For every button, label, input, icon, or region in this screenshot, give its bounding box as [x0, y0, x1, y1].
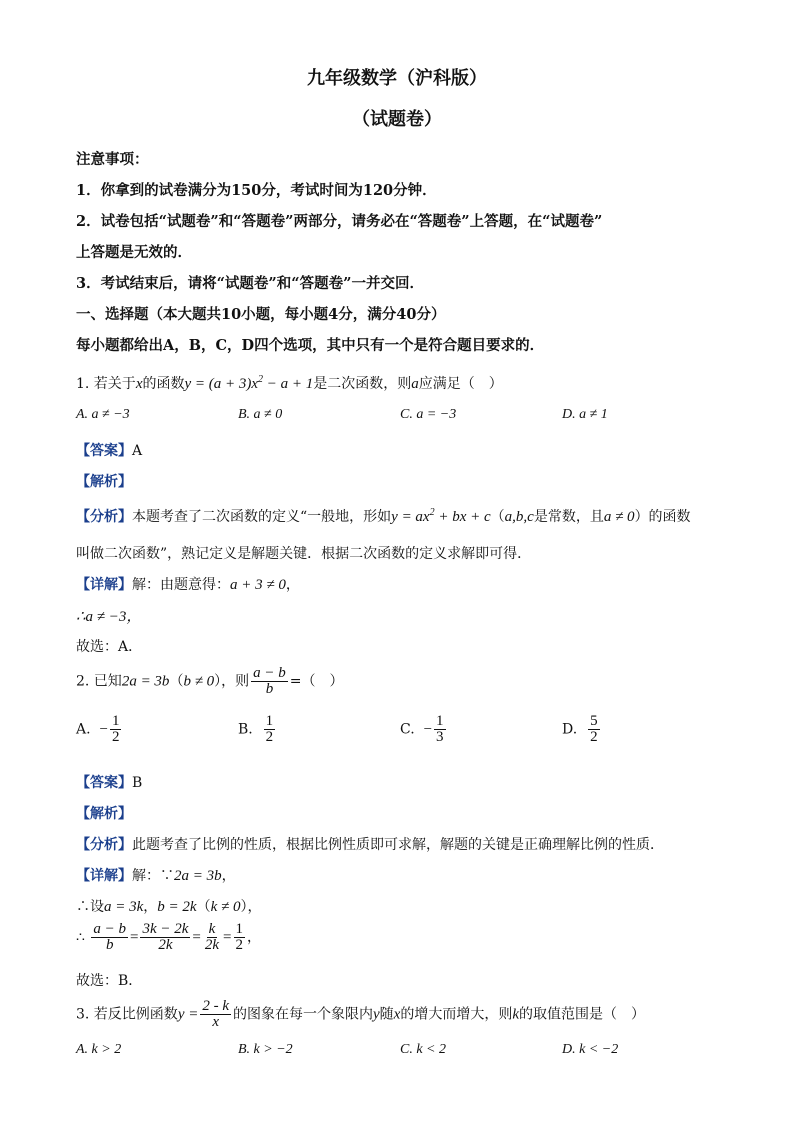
q2-condition-2: b ≠ 0 — [183, 673, 215, 690]
q3-option-a: A. k > 2 — [76, 1042, 122, 1057]
notes-heading: 注意事项： — [76, 151, 149, 168]
q2-step2-fraction-2: $\frac{3k - 2k}{2k}$ — [142, 921, 189, 953]
q1-option-b: B. a ≠ 0 — [238, 407, 283, 422]
q2-option-c: C. − $\frac{1}{3}$ — [400, 713, 444, 745]
q3-text-3: 随 — [379, 1006, 394, 1023]
q2-step2-equals-2: = — [192, 929, 201, 946]
q2-analysis-text: 此题考查了比例的性质，根据比例性质即可求解，解题的关键是正确理解比例的性质． — [132, 837, 664, 853]
q1-analysis-tag: 【分析】 — [76, 509, 132, 525]
q2-step2-fraction-4: $\frac{1}{2}$ — [235, 921, 244, 953]
q2-explain-tag: 【解析】 — [76, 806, 132, 822]
page-title: 九年级数学（沪科版） — [307, 68, 487, 89]
q2-step1-text-3: （ — [196, 899, 211, 915]
q3-option-d: D. k < −2 — [562, 1042, 619, 1057]
q1-text-3: 是二次函数，则 — [313, 376, 412, 392]
q1-text-4: 应满足（ ） — [418, 376, 503, 392]
q1-step: ∴a ≠ −3， — [76, 609, 142, 625]
q1-analysis-abc: a,b,c — [504, 509, 534, 525]
notes-item-3: 3．考试结束后，请将“试题卷”和“答题卷”一并交回． — [76, 275, 424, 292]
q2-choice: 故选：B． — [76, 973, 143, 989]
q2-step1-text-1: ∴设 — [76, 899, 104, 915]
q1-option-d: D. a ≠ 1 — [562, 407, 608, 422]
section-1-heading: 一、选择题（本大题共10小题，每小题4分，满分40分） — [76, 306, 446, 323]
question-2-stem — [76, 666, 344, 697]
q2-detail-tag: 【详解】 — [76, 868, 132, 884]
q2-condition-1: 2a = 3b — [121, 673, 170, 690]
q2-step2-equals-3: = — [223, 929, 232, 946]
q3-option-b: B. k > −2 — [238, 1042, 293, 1057]
q2-step2-fraction-3: $\frac{k}{2k}$ — [204, 921, 220, 953]
q2-step1-formula-1: a = 3k — [104, 899, 144, 915]
notes-item-2-line-2: 上答题是无效的． — [76, 244, 192, 261]
notes-item-1: 1．你拿到的试卷满分为150分，考试时间为120分钟． — [76, 182, 437, 199]
q2-text-2: （ — [169, 673, 184, 690]
q2-step2-fraction-1: $\frac{a - b}{b}$ — [93, 921, 126, 953]
q2-text-1: 2. 已知 — [76, 673, 122, 690]
q2-step1-formula-3: k ≠ 0 — [210, 899, 241, 915]
q1-answer-value: A — [132, 443, 143, 459]
q1-analysis-text-3: 是常数，且 — [533, 509, 604, 525]
question-1-stem — [76, 373, 503, 393]
q3-var-k: k — [512, 1006, 520, 1023]
q2-detail-text: 解：∵ — [132, 868, 174, 884]
q1-analysis-condition: a ≠ 0 — [603, 509, 635, 525]
q1-detail — [76, 574, 300, 594]
q3-var-y: y — [373, 1006, 380, 1023]
q1-analysis-text-1: 本题考查了二次函数的定义“一般地，形如 — [132, 509, 392, 525]
q3-y-equals: y = — [177, 1006, 199, 1023]
q1-var-a: a — [411, 376, 419, 392]
q2-step1-text-4: ）， — [240, 899, 262, 915]
q2-analysis-tag: 【分析】 — [76, 837, 132, 853]
q1-analysis-text-4: ）的函数 — [634, 509, 691, 525]
q1-analysis-line-1 — [76, 506, 691, 526]
q3-text-1: 3. 若反比例函数 — [76, 1006, 178, 1023]
q3-option-c: C. k < 2 — [400, 1042, 446, 1057]
q1-detail-text: 解：由题意得： — [132, 577, 230, 593]
q1-choice: 故选：A． — [76, 639, 143, 655]
q3-text-5: 的取值范围是（ ） — [519, 1006, 646, 1023]
q1-answer-tag: 【答案】 — [76, 443, 132, 459]
q3-var-x: x — [393, 1006, 401, 1023]
q1-option-c: C. a = −3 — [400, 407, 457, 422]
q1-explain-tag: 【解析】 — [76, 474, 132, 490]
q1-text-2: 的函数 — [142, 376, 185, 392]
q2-detail-comma: ， — [221, 868, 236, 884]
q2-detail-formula: 2a = 3b — [174, 868, 222, 884]
q1-formula: $y = (a + 3)x^2 - a + 1$ — [184, 374, 314, 392]
q2-step-2 — [76, 922, 261, 953]
q2-step1-text-2: ， — [143, 899, 158, 915]
q2-text-4: =（ ） — [289, 673, 344, 690]
q2-text-3: ），则 — [214, 673, 250, 690]
q2-fraction: $\frac{a - b}{b}$ — [253, 665, 286, 697]
q1-text-1: 1. 若关于 — [76, 376, 136, 392]
q2-step2-therefore: ∴ — [76, 929, 85, 946]
q3-fraction: $\frac{2 - k}{x}$ — [202, 998, 229, 1030]
q2-detail — [76, 865, 236, 885]
q2-answer-tag: 【答案】 — [76, 775, 132, 791]
notes-item-2-line-1: 2．试卷包括“试题卷”和“答题卷”两部分，请务必在“答题卷”上答题，在“试题卷” — [76, 213, 603, 230]
q2-option-a: A. − $\frac{1}{2}$ — [76, 713, 120, 745]
q1-analysis-line-2: 叫做二次函数”，熟记定义是解题关键．根据二次函数的定义求解即可得． — [76, 546, 532, 562]
question-3-stem — [76, 999, 645, 1030]
q1-analysis-text-2: （ — [490, 509, 505, 525]
q2-step-1 — [76, 896, 261, 916]
q1-detail-comma: ， — [285, 577, 300, 593]
section-1-instruction: 每小题都给出A，B，C，D四个选项，其中只有一个是符合题目要求的． — [76, 337, 545, 354]
q2-option-d: D. $\frac{5}{2}$ — [562, 713, 598, 745]
q1-option-a: A. a ≠ −3 — [76, 407, 130, 422]
q2-analysis — [76, 834, 664, 854]
q1-var-x: x — [135, 376, 143, 392]
q3-text-2: 的图象在每一个象限内 — [233, 1006, 373, 1023]
q2-step1-formula-2: b = 2k — [157, 899, 197, 915]
q2-step2-comma: ， — [247, 929, 262, 946]
q1-detail-formula: a + 3 ≠ 0 — [230, 577, 286, 593]
page-subtitle: （试题卷） — [352, 109, 442, 130]
q3-text-4: 的增大而增大，则 — [400, 1006, 513, 1023]
q1-detail-tag: 【详解】 — [76, 577, 132, 593]
q2-option-b: B. $\frac{1}{2}$ — [238, 713, 274, 745]
q1-analysis-formula: $y = ax^2$ + bx + c — [391, 507, 491, 525]
q1-answer — [76, 440, 142, 460]
q2-answer-value: B — [132, 775, 143, 791]
q2-answer — [76, 772, 142, 792]
q2-step2-equals-1: = — [130, 929, 139, 946]
